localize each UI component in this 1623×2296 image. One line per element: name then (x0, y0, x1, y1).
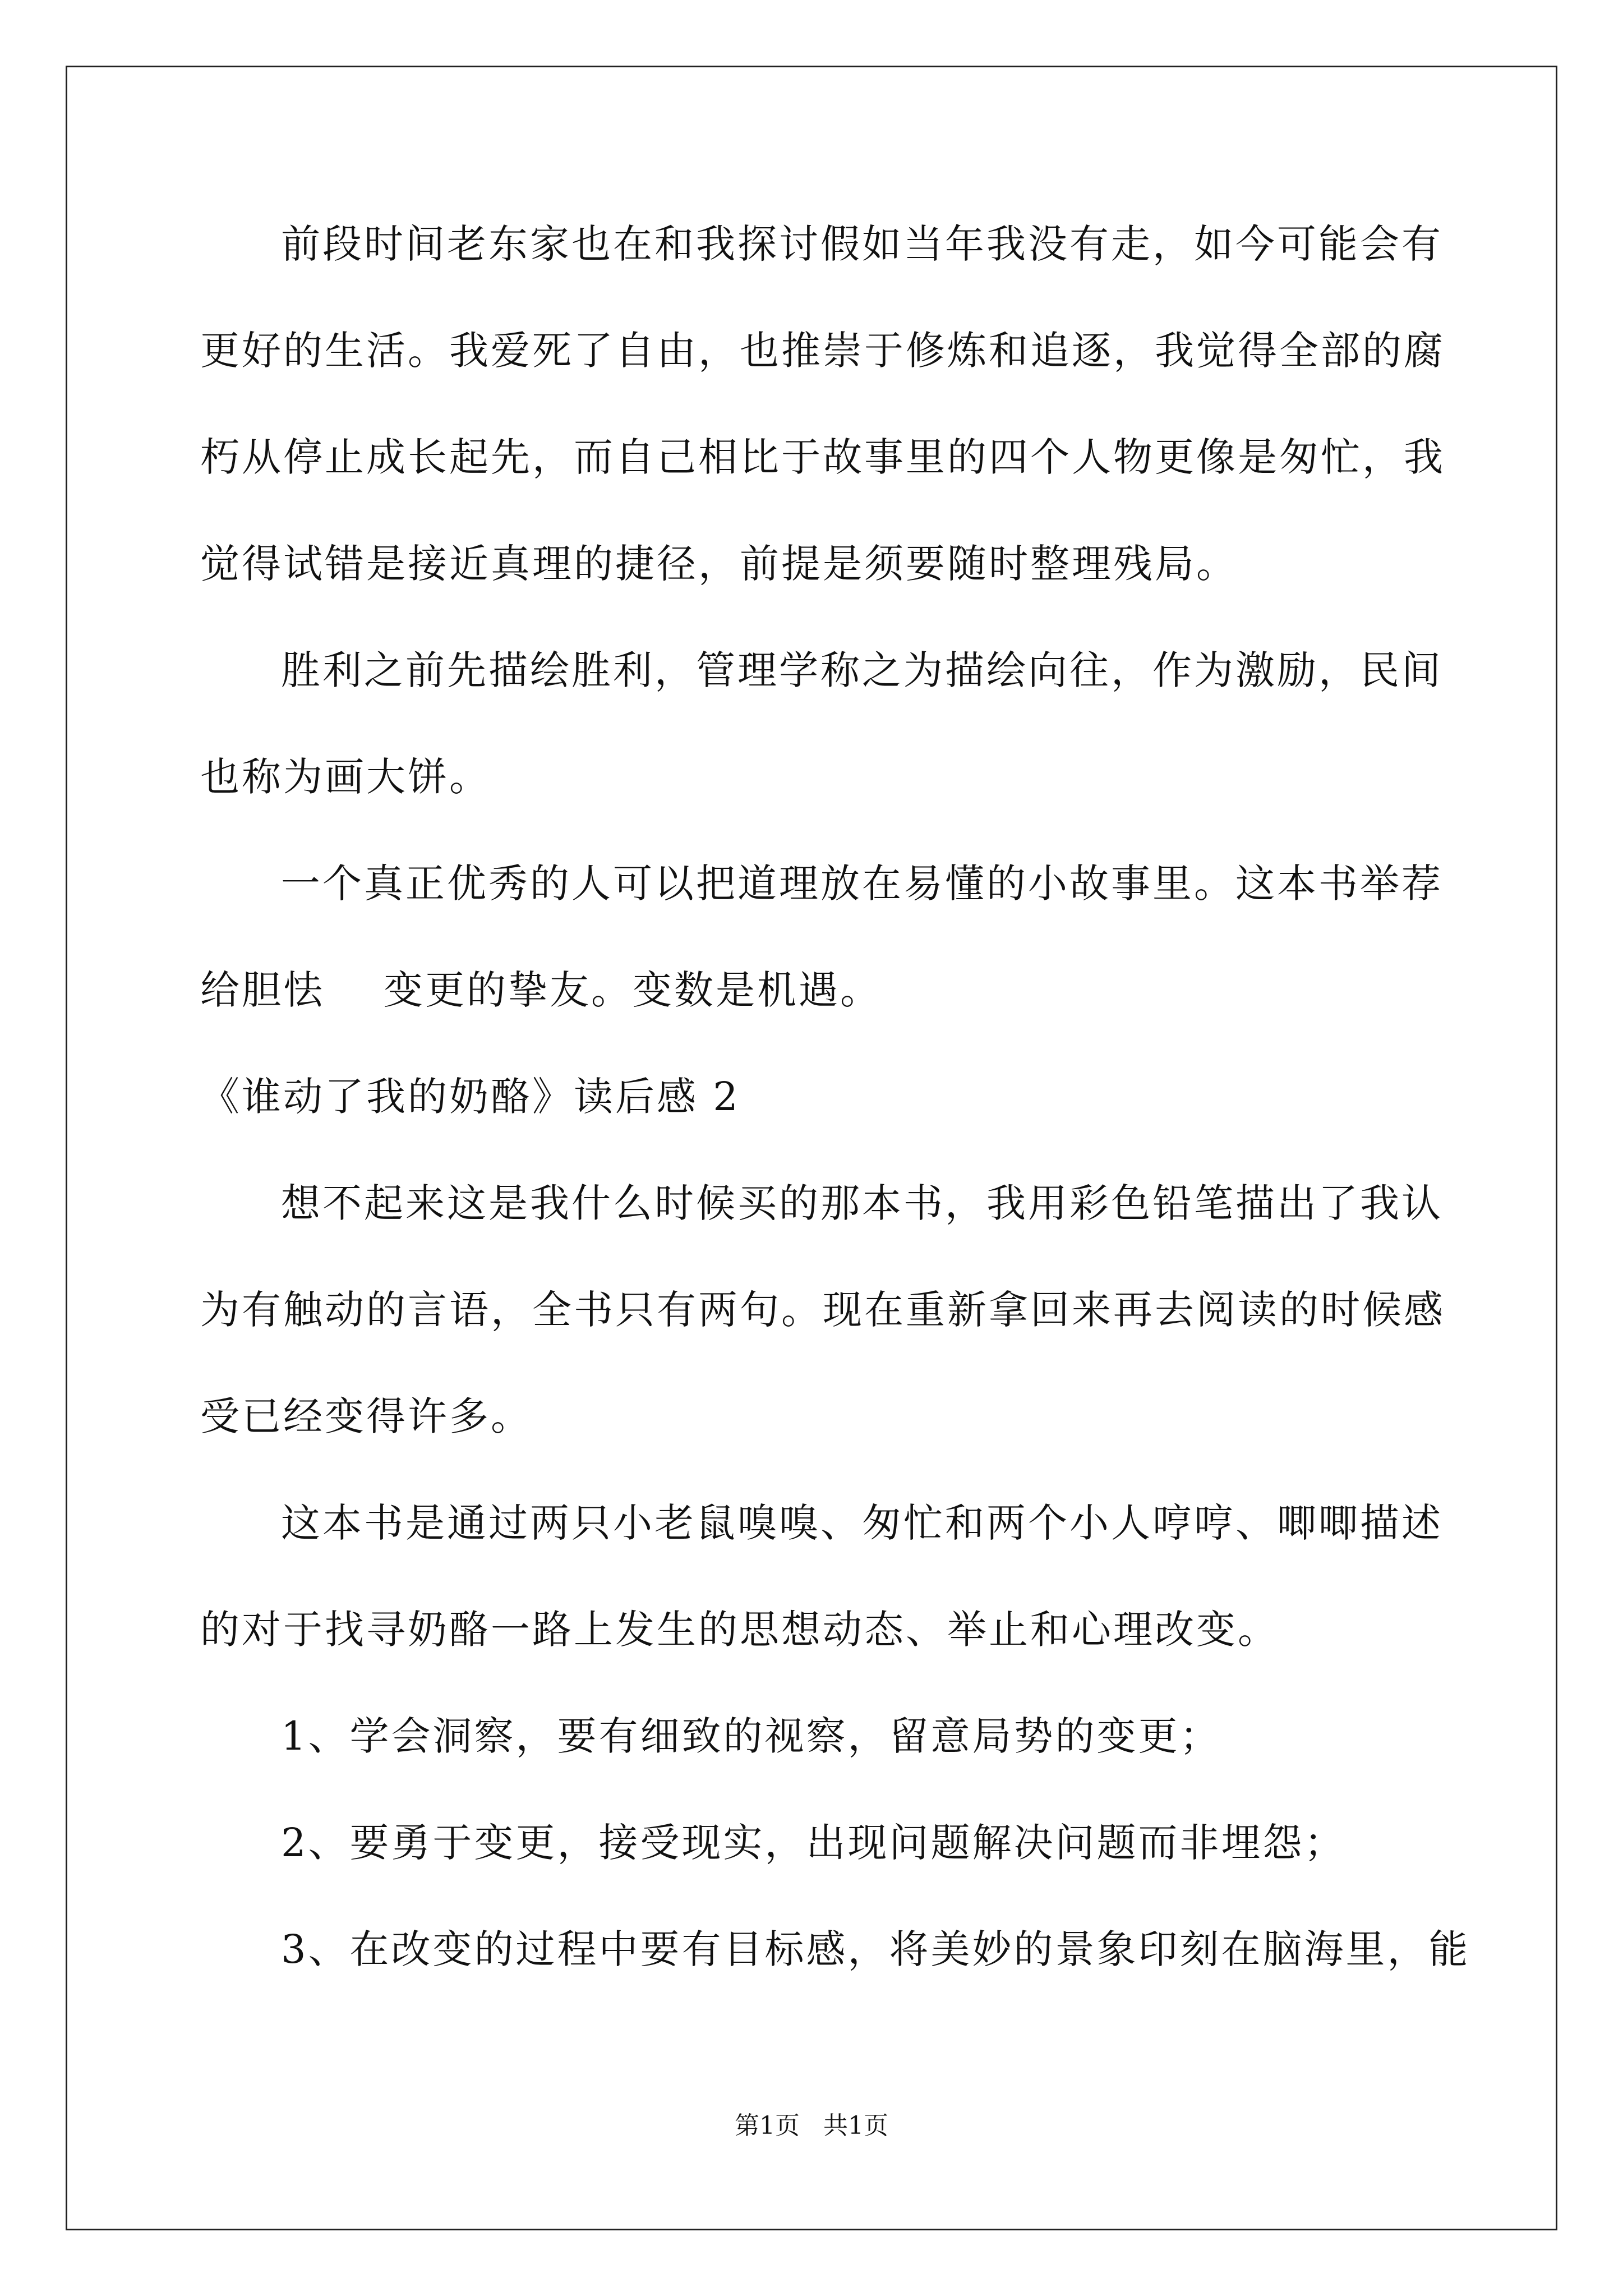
paragraph-line: 这本书是通过两只小老鼠嗅嗅、匆忙和两个小人哼哼、唧唧描述 (281, 1500, 1443, 1546)
paragraph-line: 也称为画大饼。 (200, 754, 491, 800)
paragraph-line: 更好的生活。我爱死了自由，也推崇于修炼和追逐，我觉得全部的腐 (200, 328, 1445, 374)
paragraph-line: 前段时间老东家也在和我探讨假如当年我没有走，如今可能会有 (281, 221, 1443, 267)
paragraph-line: 的对于找寻奶酪一路上发生的思想动态、举止和心理改变。 (200, 1607, 1279, 1653)
page-footer: 第1页 共1页 (735, 2111, 888, 2140)
paragraph-line: 一个真正优秀的人可以把道理放在易懂的小故事里。这本书举荐 (281, 861, 1443, 907)
paragraph-line: 胜利之前先描绘胜利，管理学称之为描绘向往，作为激励，民间 (281, 647, 1443, 693)
paragraph-line: 给胆怯 变更的挚友。变数是机遇。 (200, 967, 882, 1013)
paragraph-line: 想不起来这是我什么时候买的那本书，我用彩色铅笔描出了我认 (281, 1180, 1443, 1226)
section-heading: 《谁动了我的奶酪》读后感 2 (200, 1074, 740, 1120)
paragraph-line: 朽从停止成长起先，而自己相比于故事里的四个人物更像是匆忙，我 (200, 434, 1445, 480)
paragraph-line: 为有触动的言语，全书只有两句。现在重新拿回来再去阅读的时候感 (200, 1287, 1445, 1333)
paragraph-line: 受已经变得许多。 (200, 1393, 532, 1439)
list-item: 3、在改变的过程中要有目标感，将美妙的景象印刻在脑海里，能 (281, 1926, 1470, 1972)
list-item: 1、学会洞察，要有细致的视察，留意局势的变更； (281, 1713, 1221, 1759)
page-border (66, 66, 1557, 2230)
paragraph-line: 觉得试错是接近真理的捷径，前提是须要随时整理残局。 (200, 541, 1238, 587)
list-item: 2、要勇于变更，接受现实，出现问题解决问题而非埋怨； (281, 1820, 1346, 1866)
